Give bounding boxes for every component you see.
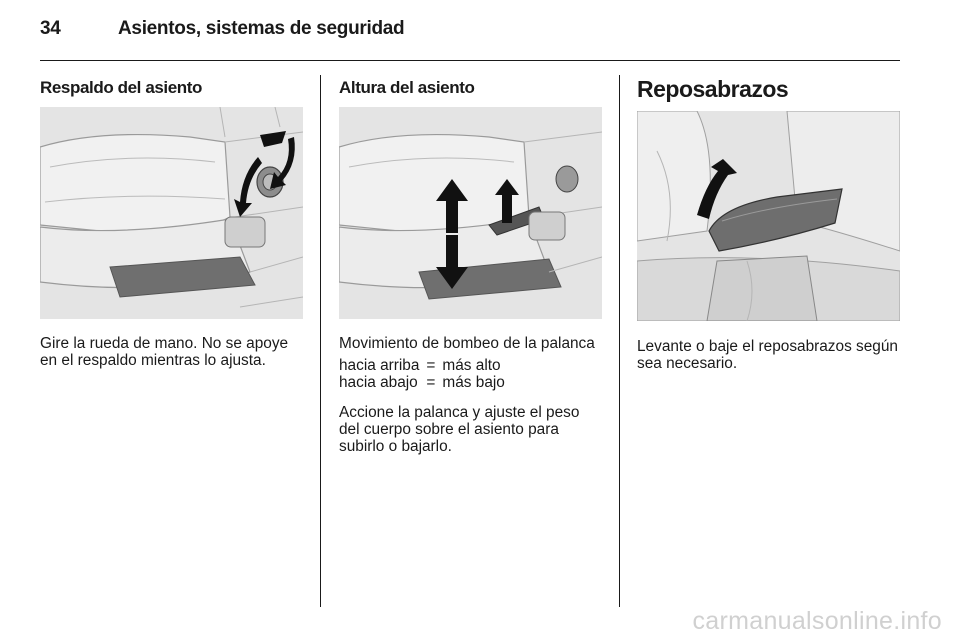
section-backrest-heading-wrap	[40, 78, 202, 98]
definition-result: más bajo	[442, 374, 505, 391]
table-row	[339, 357, 505, 374]
section-height-heading-wrap	[339, 78, 474, 98]
lift-arrow-icon	[693, 159, 737, 219]
arrow-up-icon	[436, 179, 468, 233]
definition-result: más alto	[442, 357, 501, 374]
definition-action: hacia arriba	[339, 357, 420, 374]
height-intro: Movimiento de bombeo de la palanca	[339, 335, 595, 352]
column-divider	[619, 75, 620, 607]
arrow-down-icon	[436, 235, 468, 289]
header-rule	[40, 60, 900, 61]
section-heading-height: Altura del asiento	[339, 78, 475, 97]
table-row	[339, 374, 505, 391]
definition-action: hacia abajo	[339, 374, 418, 391]
seat-height-illustration	[339, 107, 602, 319]
section-heading-backrest: Respaldo del asiento	[40, 78, 203, 97]
page-number: 34	[40, 18, 61, 39]
armrest-illustration	[637, 111, 900, 321]
section-heading-armrest: Reposabrazos	[637, 76, 789, 102]
section-armrest-heading-wrap	[637, 76, 788, 103]
column-divider	[320, 75, 321, 607]
watermark: carmanualsonline.info	[692, 607, 942, 635]
arrow-up-icon	[495, 179, 519, 223]
definition-separator: =	[426, 357, 436, 374]
backrest-illustration	[40, 107, 303, 319]
definition-separator: =	[426, 374, 436, 391]
rotate-arrow-icon	[230, 127, 298, 217]
height-instructions: Accione la palanca y ajuste el peso del cuerpo sobre el asiento para subirlo o bajarlo.	[339, 404, 580, 455]
armrest-instructions: Levante o baje el reposabrazos según sea necesario.	[637, 338, 898, 372]
backrest-instructions: Gire la rueda de mano. No se apoye en el respaldo mientras lo ajusta.	[40, 335, 289, 369]
height-definition-table	[339, 357, 505, 391]
page-title: Asientos, sistemas de seguridad	[118, 18, 405, 39]
page-header	[40, 18, 900, 58]
